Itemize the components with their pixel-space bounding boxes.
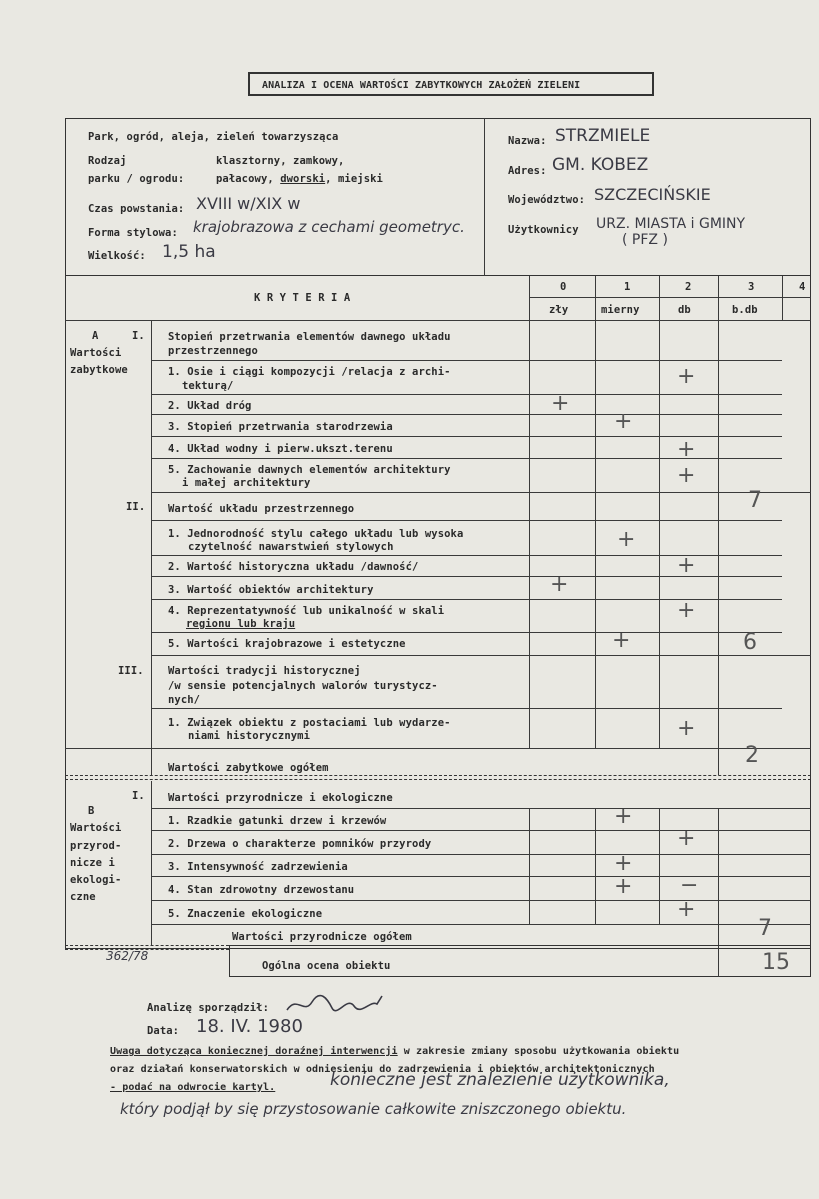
czas-label: Czas powstania:	[88, 203, 185, 215]
b-item-2: 2. Drzewa o charakterze pomników przyrody	[168, 838, 432, 850]
mark-a2-4: +	[677, 598, 696, 623]
rodzaj-label: Rodzaj	[88, 155, 127, 167]
a3-item-1-l2: niami historycznymi	[188, 730, 311, 742]
a1-item-2: 2. Układ dróg	[168, 400, 252, 412]
mark-a2-3: +	[550, 572, 569, 597]
rodzaj-selected: dworski	[280, 173, 326, 185]
a2-item-5: 5. Wartości krajobrazowe i estetyczne	[168, 638, 406, 650]
uwaga-line-2: oraz działań konserwatorskich w odniesieniu do zadrzewienia i obiektów architektonicznych	[110, 1064, 655, 1075]
adres-value: GM. KOBEZ	[552, 155, 649, 175]
uzytkownicy-value-1: URZ. MIASTA i GMINY	[596, 216, 746, 232]
total-a-label: Wartości zabytkowe ogółem	[168, 762, 329, 774]
score-header-0: 0	[560, 281, 567, 293]
overall-value: 15	[762, 950, 790, 975]
mark-b-4: +	[614, 874, 633, 899]
section-b-title-5: czne	[70, 891, 96, 903]
group-1-roman: I.	[132, 330, 145, 342]
mark-b-2: +	[677, 826, 696, 851]
group-1-title-2: przestrzennego	[168, 345, 258, 357]
wojewodztwo-label: Województwo:	[508, 194, 586, 206]
score-header-4: 4	[799, 281, 806, 293]
mark-a2-2: +	[677, 553, 696, 578]
a1-item-5-l2: i małej architektury	[182, 477, 311, 489]
rodzaj-label-2: parku / ogrodu:	[88, 173, 185, 185]
forma-label: Forma stylowa:	[88, 227, 178, 239]
group-2-title: Wartość układu przestrzennego	[168, 503, 355, 515]
wielkosc-label: Wielkość:	[88, 250, 146, 262]
rodzaj-options-1: klasztorny, zamkowy,	[216, 155, 345, 167]
group-3-title-3: nych/	[168, 694, 201, 706]
mark-a3-1: +	[677, 716, 696, 741]
park-type-line: Park, ogród, aleja, zieleń towarzysząca	[88, 131, 339, 143]
mark-a1-3: +	[614, 409, 633, 434]
data-value: 18. IV. 1980	[196, 1016, 303, 1037]
a1-item-1-l2: tekturą/	[182, 380, 234, 392]
mark-b-1: +	[614, 804, 633, 829]
section-b-roman: I.	[132, 790, 145, 802]
group-2-roman: II.	[126, 501, 146, 513]
score-header-3: 3	[748, 281, 755, 293]
score-name-zly: zły	[549, 304, 569, 316]
a2-item-4: 4. Reprezentatywność lub unikalność w skali	[168, 605, 445, 617]
a1-item-4: 4. Układ wodny i pierw.ukszt.terenu	[168, 443, 393, 455]
a3-item-1: 1. Związek obiektu z postaciami lub wydarze-	[168, 717, 451, 729]
score-header-1: 1	[624, 281, 631, 293]
section-a-title-2: zabytkowe	[70, 364, 128, 376]
wielkosc-value: 1,5 ha	[162, 242, 216, 262]
rodzaj-options-2: pałacowy, dworski, miejski	[216, 173, 383, 185]
a2-item-4-l2: regionu lub kraju	[186, 618, 296, 630]
mark-b-3: +	[614, 851, 633, 876]
group-3-title-2: /w sensie potencjalnych walorów turystycz-	[168, 680, 438, 692]
a1-item-3: 3. Stopień przetrwania starodrzewia	[168, 421, 393, 433]
mark-a1-1: +	[677, 364, 696, 389]
score-name-mierny: mierny	[601, 304, 640, 316]
score-header-2: 2	[685, 281, 692, 293]
document-number: 362/78	[106, 949, 149, 963]
uwaga-line-3: - podać na odwrocie kartyl.	[110, 1082, 276, 1093]
mark-b-4-minus: −	[680, 873, 699, 898]
section-b-title-1: Wartości	[70, 822, 122, 834]
mark-a1-2: +	[551, 391, 570, 416]
handwritten-note-1: konieczne jest znalezienie użytkownika,	[330, 1070, 670, 1090]
section-b-title-2: przyrod-	[70, 840, 122, 852]
mark-b-5: +	[677, 897, 696, 922]
uzytkownicy-value-2: ( PFZ )	[622, 232, 668, 248]
forma-value: krajobrazowa z cechami geometryc.	[193, 218, 465, 236]
nazwa-value: STRZMIELE	[555, 126, 651, 146]
score-name-db: db	[678, 304, 691, 316]
uzytkownicy-label: Użytkownicy	[508, 224, 579, 236]
a1-item-5: 5. Zachowanie dawnych elementów architektury	[168, 464, 451, 476]
mark-a2-1: +	[617, 527, 636, 552]
score-name-bdb: b.db	[732, 304, 758, 316]
b-item-3: 3. Intensywność zadrzewienia	[168, 861, 348, 873]
a1-item-1: 1. Osie i ciągi kompozycji /relacja z archi-	[168, 366, 451, 378]
mark-a1-4: +	[677, 437, 696, 462]
section-b-title-3: nicze i	[70, 857, 115, 869]
wojewodztwo-value: SZCZECIŃSKIE	[594, 185, 711, 204]
czas-value: XVIII w/XIX w	[196, 194, 301, 213]
total-a-value: 2	[745, 743, 759, 768]
sum-group-2: 6	[743, 630, 757, 655]
b-item-1: 1. Rzadkie gatunki drzew i krzewów	[168, 815, 387, 827]
overall-label: Ogólna ocena obiektu	[262, 960, 391, 972]
a2-item-1-l2: czytelność nawarstwień stylowych	[188, 541, 394, 553]
page-title: ANALIZA I OCENA WARTOŚCI ZABYTKOWYCH ZAŁOŻEŃ ZIELENI	[262, 80, 581, 91]
section-a-title-1: Wartości	[70, 347, 122, 359]
uwaga-line-1: Uwaga dotycząca koniecznej doraźnej interwencji w zakresie zmiany sposobu użytkowania obiektu	[110, 1046, 680, 1057]
analiza-label: Analizę sporządził:	[147, 1002, 270, 1014]
adres-label: Adres:	[508, 165, 547, 177]
data-label: Data:	[147, 1025, 180, 1037]
section-b-letter: B	[88, 805, 95, 817]
b-group-title: Wartości przyrodnicze i ekologiczne	[168, 792, 393, 804]
total-b-value: 7	[758, 916, 772, 941]
b-item-5: 5. Znaczenie ekologiczne	[168, 908, 323, 920]
nazwa-label: Nazwa:	[508, 135, 547, 147]
a2-item-3: 3. Wartość obiektów architektury	[168, 584, 374, 596]
criteria-header: K R Y T E R I A	[254, 292, 351, 304]
sum-group-1: 7	[748, 488, 762, 513]
mark-a1-5: +	[677, 463, 696, 488]
handwritten-note-2: który podjął by się przystosowanie całkowite zniszczonego obiektu.	[120, 1100, 627, 1118]
a2-item-1: 1. Jednorodność stylu całego układu lub wysoka	[168, 528, 464, 540]
group-1-title: Stopień przetrwania elementów dawnego układu	[168, 331, 451, 343]
mark-a2-5: +	[612, 628, 631, 653]
section-a-letter: A	[92, 330, 99, 342]
b-item-4: 4. Stan zdrowotny drzewostanu	[168, 884, 355, 896]
group-3-roman: III.	[118, 665, 144, 677]
a2-item-2: 2. Wartość historyczna układu /dawność/	[168, 561, 419, 573]
group-3-title: Wartości tradycji historycznej	[168, 665, 361, 677]
total-b-label: Wartości przyrodnicze ogółem	[232, 931, 412, 943]
section-b-title-4: ekologi-	[70, 874, 122, 886]
